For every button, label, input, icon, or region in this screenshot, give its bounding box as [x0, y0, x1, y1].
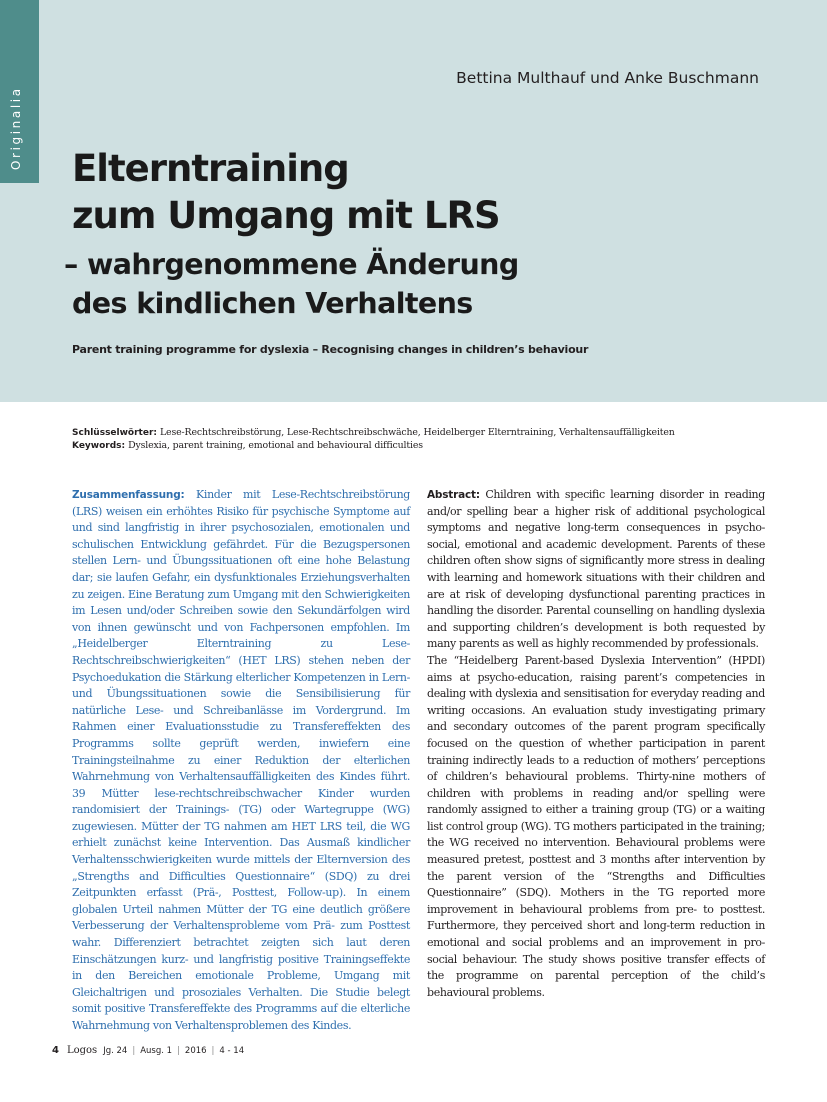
article-title-line-1: Elterntraining — [72, 147, 349, 190]
keywords-english-text: Dyslexia, parent training, emotional and behavioural difficulties — [128, 439, 423, 451]
journal-volume: Jg. 24 — [103, 1046, 128, 1056]
section-tab-label: Originalia — [9, 86, 23, 170]
article-subtitle-line-2: des kindlichen Verhaltens — [72, 287, 473, 320]
keywords-block — [72, 427, 772, 452]
keywords-english — [72, 440, 772, 453]
article-subtitle-line-1: – wahrgenommene Änderung — [64, 248, 519, 281]
footer-separator: | — [211, 1046, 215, 1056]
summary-german-paragraph — [72, 487, 410, 1035]
summary-german-label: Zusammenfassung: — [72, 489, 185, 501]
journal-year: 2016 — [184, 1046, 207, 1056]
abstract-english-paragraph-2: The “Heidelberg Parent-based Dyslexia Intervention” (HPDI) aims at psycho-education, raising parent’s competencies in dealing with dyslexia and sensitisation for everyday reading and writing occasions. An evaluation study investigating primary and secondary outcomes of the parent program specifically focused on the question of whether participation in parent training indirectly leads to a reduction of mothers’ perceptions of children’s behavioural problems. Thirty-nine mothers of children with problems in reading and/or spelling were randomly assigned to either a training group (TG) or a waiting list control group (WG). TG mothers participated in the training; the WG received no intervention. Behavioural problems were measured pretest, posttest and 3 months after intervention by the parent version of the “Strengths and Difficulties Questionnaire” (SDQ). Mothers in the TG reported more improvement in behavioural problems from pre- to posttest. Furthermore, they perceived short and long-term reduction in emotional and social problems and an improvement in pro-social behaviour. The study shows positive transfer effects of the programme on parental perception of the child’s behavioural problems. — [427, 653, 765, 999]
keywords-german — [72, 427, 772, 440]
abstract-english-text-1: Children with specific learning disorder in reading and/or spelling bear a higher risk of additional psychological symptoms and negative long-term consequences in psycho-social, emotional and academic development. Parents of these children often show signs of significantly more stress in dealing with learning and homework situations with their children and are at risk of developing dysfunctional parenting practices in handling the disorder. Parental counselling on handling dyslexia and supporting children’s development is both requested by many parents as well as highly recommended by professionals. — [427, 488, 765, 651]
summary-german-text: Kinder mit Lese-Rechtschreibstörung (LRS) weisen ein erhöhtes Risiko für psychische Symptome auf und sind langfristig in ihrer psychosozialen, emotionalen und schulischen Entwicklung gefährdet. Für die Bezugspersonen stellen Lern- und Übungssituationen oft eine hohe Belastung dar; sie laufen Gefahr, ein dysfunktionales Erziehungsverhalten zu zeigen. Eine Beratung zum Umgang mit den Schwierigkeiten im Lesen und/oder Schreiben sowie den Sekundärfolgen wird von ihnen gewünscht und von Fachpersonen empfohlen. Im „Heidelberger Elterntraining zu Lese-Rechtschreibschwierigkeiten“ (HET LRS) stehen neben der Psychoedukation die Stärkung elterlicher Kompetenzen in Lern- und Übungssituationen sowie die Sensibilisierung für natürliche Lese- und Schreibanlässe im Vordergrund. Im Rahmen einer Evaluationsstudie zu Transfereffekten des Programms sollte geprüft werden, inwiefern eine Trainingsteilnahme zu einer Reduktion der elterlichen Wahrnehmung von Verhaltensauffälligkeiten des Kindes führt. 39 Mütter lese-rechtschreibschwacher Kinder wurden randomisiert der Trainings- (TG) oder Wartegruppe (WG) zugewiesen. Mütter der TG nahmen am HET LRS teil, die WG erhielt zunächst keine Intervention. Das Ausmaß kindlicher Verhaltensschwierigkeiten wurde mittels der Elternversion des „Strengths and Difficulties Questionnaire“ (SDQ) zu drei Zeitpunkten erfasst (Prä-, Posttest, Follow-up). In einem globalen Urteil nahmen Mütter der TG eine deutlich größere Verbesserung der Verhaltensprobleme vom Prä- zum Posttest wahr. Differenziert betrachtet zeigten sich laut deren Einschätzungen kurz- und langfristig positive Trainingseffekte in den Bereichen emotionale Probleme, Umgang mit Gleichaltrigen und prosoziales Verhalten. Die Studie belegt somit positive Transfereffekte des Programms auf die elterliche Wahrnehmung von Verhaltensproblemen des Kindes. — [72, 488, 410, 1032]
journal-pages: 4 - 14 — [219, 1046, 245, 1056]
english-title: Parent training programme for dyslexia – Recognising changes in children’s behaviour — [72, 343, 589, 356]
article-title — [72, 145, 792, 239]
abstract-english-column — [427, 487, 765, 1001]
keywords-german-text: Lese-Rechtschreibstörung, Lese-Rechtschreibschwäche, Heidelberger Elterntraining, Verhaltensauffälligkeiten — [159, 427, 675, 438]
article-title-line-2: zum Umgang mit LRS — [72, 194, 500, 237]
article-subtitle — [64, 245, 784, 323]
keywords-english-label: Keywords: — [72, 440, 126, 451]
footer-separator: | — [132, 1046, 136, 1056]
journal-name: Logos — [66, 1045, 98, 1056]
keywords-german-label: Schlüsselwörter: — [72, 428, 157, 438]
section-tab — [0, 0, 39, 183]
summary-german-column — [72, 487, 410, 1035]
footer-separator: | — [177, 1046, 180, 1056]
page-footer — [52, 1045, 244, 1056]
abstract-english-paragraph-1 — [427, 487, 765, 653]
abstract-english-label: Abstract: — [427, 489, 480, 501]
page-number: 4 — [52, 1045, 59, 1056]
journal-issue: Ausg. 1 — [140, 1046, 173, 1056]
authors: Bettina Multhauf und Anke Buschmann — [456, 69, 759, 87]
